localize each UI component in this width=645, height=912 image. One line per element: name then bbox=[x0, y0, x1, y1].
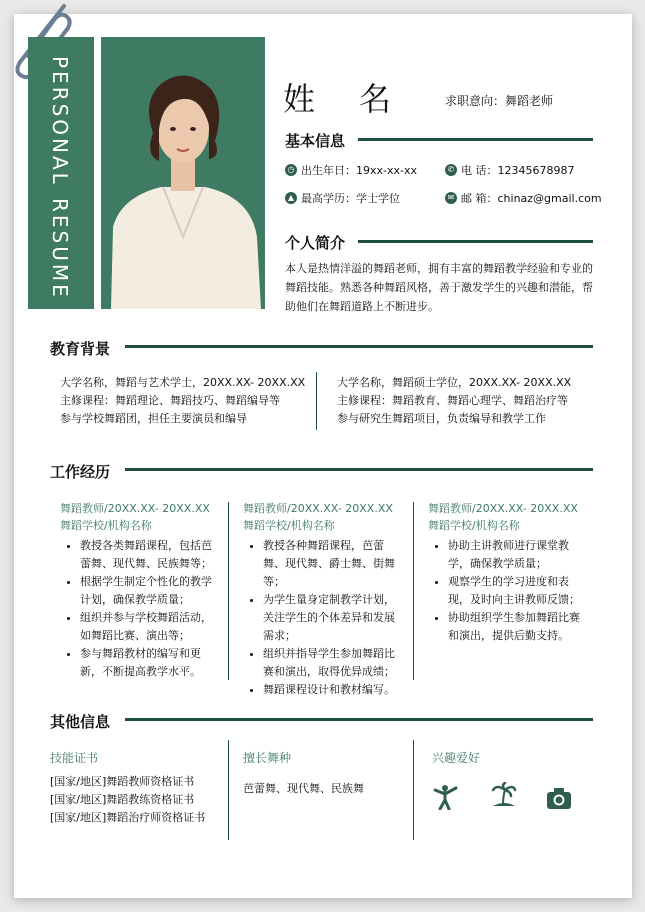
camera-icon bbox=[546, 786, 572, 812]
job-2 bbox=[243, 500, 403, 699]
info-birth bbox=[285, 162, 417, 178]
section-title-work: 工作经历 bbox=[50, 463, 111, 481]
dance-styles: 芭蕾舞、现代舞、民族舞 bbox=[243, 782, 364, 795]
work-divider-2 bbox=[413, 502, 414, 680]
section-rule-education bbox=[125, 345, 593, 348]
job-1-duty: • 教授各类舞蹈课程，包括芭蕾舞、现代舞、民族舞等； bbox=[80, 537, 220, 573]
candidate-name: 姓名 bbox=[283, 80, 436, 118]
job-1-title: 舞蹈教师/20XX.XX- 20XX.XX bbox=[60, 502, 210, 515]
job-3 bbox=[428, 500, 588, 645]
job-3-duty: • 协助组织学生参加舞蹈比赛和演出，提供后勤支持。 bbox=[448, 609, 588, 645]
info-phone-text: 电 话：12345678987 bbox=[461, 164, 575, 177]
other-divider-2 bbox=[413, 740, 414, 840]
info-email-text: 邮 箱：chinaz@gmail.com bbox=[461, 192, 602, 205]
beach-icon bbox=[491, 782, 517, 808]
education-entry-1 bbox=[60, 374, 305, 428]
job-2-duty: • 舞蹈课程设计和教材编写。 bbox=[263, 681, 403, 699]
job-3-duties bbox=[428, 537, 588, 645]
dance-icon bbox=[432, 784, 458, 810]
education-entry-2 bbox=[337, 374, 571, 428]
calendar-icon: ◷ bbox=[285, 164, 297, 176]
section-title-education: 教育背景 bbox=[50, 340, 111, 358]
info-email bbox=[445, 190, 602, 206]
section-title-basic: 基本信息 bbox=[285, 132, 346, 150]
section-rule-other bbox=[125, 718, 593, 721]
cert-item: [国家/地区]舞蹈教练资格证书 bbox=[50, 793, 195, 806]
band-text-resume: RESUME bbox=[48, 198, 72, 300]
education-1-line-1: 大学名称，舞蹈与艺术学士，20XX.XX- 20XX.XX bbox=[60, 376, 306, 389]
job-2-duty: • 教授各种舞蹈课程，芭蕾舞、现代舞、爵士舞、街舞等； bbox=[263, 537, 403, 591]
job-2-duty: • 为学生量身定制教学计划，关注学生的个体差异和发展需求； bbox=[263, 591, 403, 645]
section-title-other: 其他信息 bbox=[50, 713, 111, 731]
education-2-line-1: 大学名称，舞蹈硕士学位，20XX.XX- 20XX.XX bbox=[337, 376, 572, 389]
info-birth-text: 出生年日：19xx-xx-xx bbox=[301, 164, 417, 177]
portrait-photo bbox=[101, 37, 265, 309]
education-2-line-2: 主修课程：舞蹈教育、舞蹈心理学、舞蹈治疗等 bbox=[337, 394, 568, 407]
job-3-org: 舞蹈学校/机构名称 bbox=[428, 519, 520, 532]
info-degree bbox=[285, 190, 400, 206]
section-rule-basic bbox=[358, 138, 593, 141]
work-divider-1 bbox=[228, 502, 229, 680]
other-divider-1 bbox=[228, 740, 229, 840]
job-1-duty: • 参与舞蹈教材的编写和更新，不断提高教学水平。 bbox=[80, 645, 220, 681]
education-2-line-3: 参与研究生舞蹈项目，负责编导和教学工作 bbox=[337, 412, 546, 425]
job-2-duty: • 组织并指导学生参加舞蹈比赛和演出，取得优异成绩； bbox=[263, 645, 403, 681]
section-rule-intro bbox=[358, 240, 593, 243]
band-text-personal: PERSONAL bbox=[48, 56, 72, 187]
dance-title: 擅长舞种 bbox=[243, 751, 292, 765]
job-1 bbox=[60, 500, 220, 681]
certs-list bbox=[50, 773, 205, 827]
job-1-org: 舞蹈学校/机构名称 bbox=[60, 519, 152, 532]
cert-item: [国家/地区]舞蹈教师资格证书 bbox=[50, 775, 195, 788]
job-2-title: 舞蹈教师/20XX.XX- 20XX.XX bbox=[243, 502, 393, 515]
mail-icon: ✉ bbox=[445, 192, 457, 204]
job-3-duty: • 协助主讲教师进行课堂教学，确保教学质量； bbox=[448, 537, 588, 573]
section-title-intro: 个人简介 bbox=[285, 234, 346, 252]
info-phone bbox=[445, 162, 574, 178]
graduation-cap-icon: ▲ bbox=[285, 192, 297, 204]
job-intent: 求职意向：舞蹈老师 bbox=[445, 94, 554, 108]
education-1-line-3: 参与学校舞蹈团，担任主要演员和编导 bbox=[60, 412, 247, 425]
job-3-duty: • 观察学生的学习进度和表现，及时向主讲教师反馈； bbox=[448, 573, 588, 609]
job-1-duty: • 组织并参与学校舞蹈活动，如舞蹈比赛、演出等； bbox=[80, 609, 220, 645]
cert-item: [国家/地区]舞蹈治疗师资格证书 bbox=[50, 811, 206, 824]
phone-icon: ✆ bbox=[445, 164, 457, 176]
job-2-duties bbox=[243, 537, 403, 699]
info-degree-text: 最高学历：学士学位 bbox=[301, 192, 400, 205]
job-3-title: 舞蹈教师/20XX.XX- 20XX.XX bbox=[428, 502, 578, 515]
intro-paragraph: 本人是热情洋溢的舞蹈老师，拥有丰富的舞蹈教学经验和专业的舞蹈技能。熟悉各种舞蹈风格，善于激发学生的兴趣和潜能，帮助他们在舞蹈道路上不断进步。 bbox=[285, 262, 593, 313]
section-rule-work bbox=[125, 468, 593, 471]
job-1-duties bbox=[60, 537, 220, 681]
certs-title: 技能证书 bbox=[50, 751, 99, 765]
education-divider bbox=[316, 372, 317, 430]
hobby-title: 兴趣爱好 bbox=[432, 751, 481, 765]
education-1-line-2: 主修课程：舞蹈理论、舞蹈技巧、舞蹈编导等 bbox=[60, 394, 280, 407]
job-1-duty: • 根据学生制定个性化的教学计划，确保教学质量； bbox=[80, 573, 220, 609]
job-2-org: 舞蹈学校/机构名称 bbox=[243, 519, 335, 532]
